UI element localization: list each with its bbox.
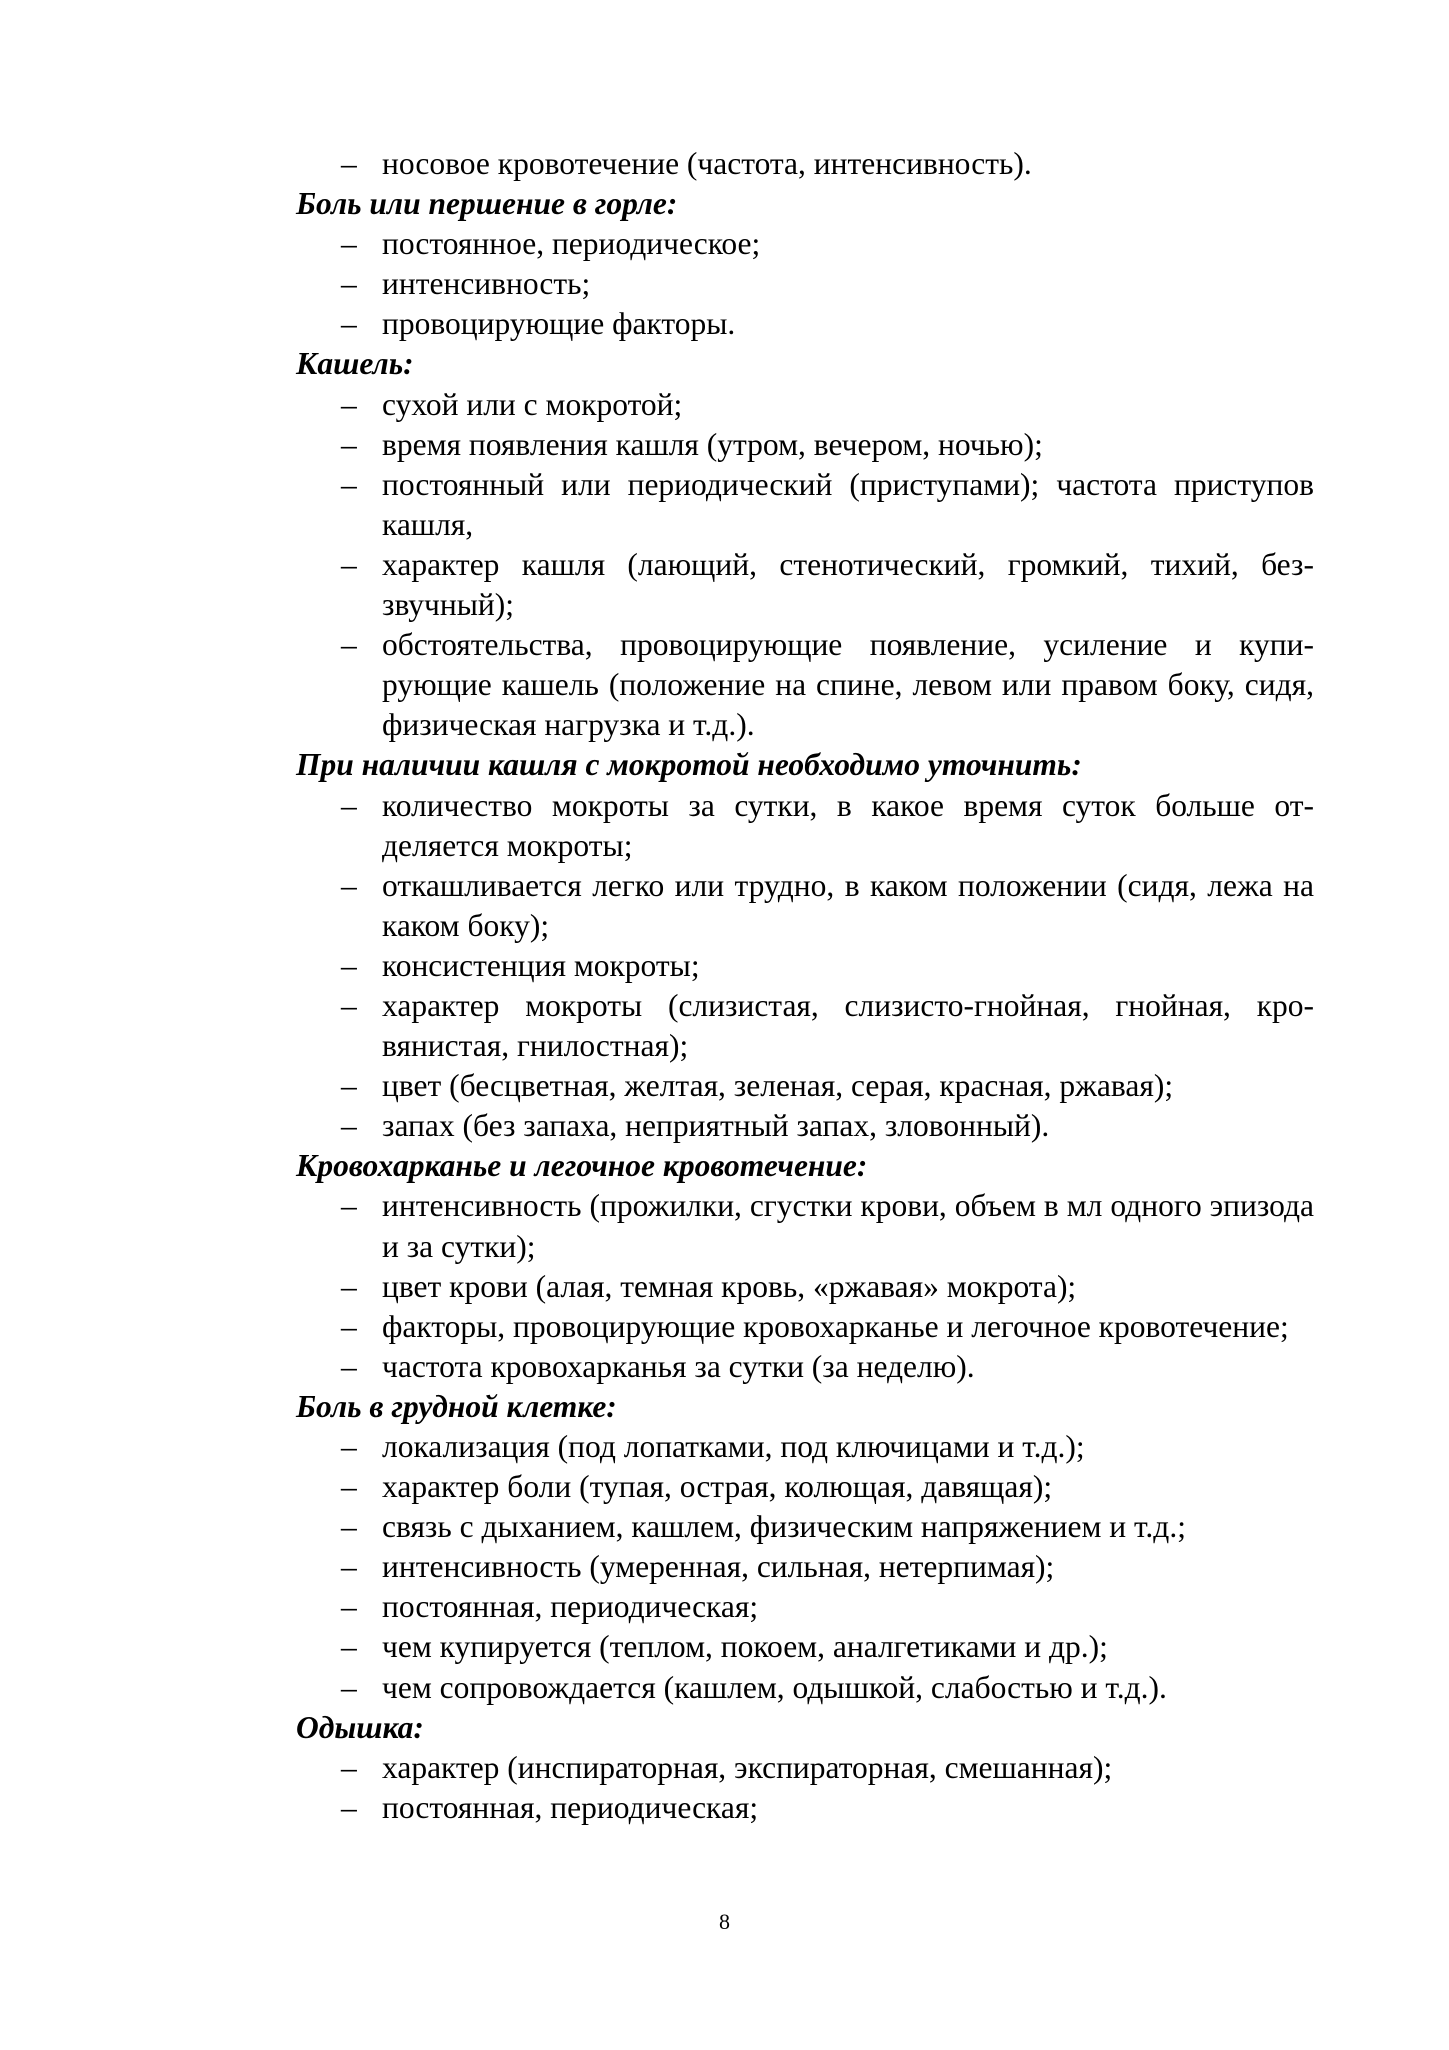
list-dash: –: [341, 1188, 357, 1224]
list-item-text: связь с дыханием, кашлем, физическим напряжением и т.д.;: [382, 1509, 1186, 1545]
list-item: [296, 1627, 1314, 1667]
list-dash: –: [341, 787, 357, 823]
list-item: [296, 144, 1314, 184]
list-dash: –: [341, 1068, 357, 1104]
list-item-text: характер боли (тупая, острая, колющая, давящая);: [382, 1469, 1053, 1505]
section-heading: Одышка:: [296, 1709, 424, 1745]
list-item-text: сухой или с мокротой;: [382, 386, 683, 422]
list-item: [296, 1668, 1314, 1708]
list-item-text: постоянная, периодическая;: [382, 1589, 759, 1625]
list-item: [296, 625, 1314, 745]
section-heading: Боль или першение в горле:: [296, 186, 678, 222]
list-item-text: интенсивность (умеренная, сильная, нетерпимая);: [382, 1549, 1055, 1585]
list-item-text: интенсивность (прожилки, сгустки крови, объем в мл одного эпизода и за сутки);: [382, 1188, 1314, 1264]
list-dash: –: [341, 1589, 357, 1625]
list-item: [296, 1066, 1314, 1106]
list-item-text: постоянный или периодический (приступами); частота приступов кашля,: [382, 466, 1314, 542]
list-item-text: постоянная, периодическая;: [382, 1789, 759, 1825]
list-item-text: количество мокроты за сутки, в какое время суток больше отделяется мокроты;: [382, 787, 1314, 863]
list-item: [296, 1467, 1314, 1507]
list-item-text: цвет крови (алая, темная кровь, «ржавая» мокрота);: [382, 1268, 1077, 1304]
list-item-text: цвет (бесцветная, желтая, зеленая, серая, красная, ржавая);: [382, 1068, 1174, 1104]
list-dash: –: [341, 1268, 357, 1304]
list-dash: –: [341, 627, 357, 663]
list-item: [296, 866, 1314, 946]
list-item: [296, 986, 1314, 1066]
list-item: [296, 1267, 1314, 1307]
list-dash: –: [341, 1429, 357, 1464]
section-heading: При наличии кашля с мокротой необходимо уточнить:: [296, 747, 1082, 783]
list-dash: –: [341, 947, 357, 983]
list-item-text: характер кашля (лающий, стенотический, громкий, тихий, беззвучный);: [382, 546, 1314, 623]
list-dash: –: [341, 1749, 357, 1785]
list-item: [296, 264, 1314, 304]
list-dash: –: [341, 226, 357, 262]
list-dash: –: [341, 466, 357, 502]
list-dash: –: [341, 426, 357, 462]
list-dash: –: [341, 1549, 357, 1585]
list-dash: –: [341, 987, 357, 1023]
list-dash: –: [341, 1669, 357, 1705]
list-item-text: факторы, провоцирующие кровохарканье и легочное кровотечение;: [382, 1308, 1289, 1344]
page-body: [296, 144, 1314, 1828]
section-heading: Боль в грудной клетке:: [296, 1388, 617, 1424]
list-item: [296, 1587, 1314, 1627]
list-item: [296, 1307, 1314, 1347]
list-item-text: консистенция мокроты;: [382, 947, 700, 983]
list-item-text: обстоятельства, провоцирующие появление, усиление и купирующие кашель (положение на спине, левом или правом боку, сидя, физическая нагрузка и т.д.).: [382, 627, 1314, 743]
list-dash: –: [341, 1348, 357, 1384]
list-dash: –: [341, 386, 357, 422]
list-item: [296, 1507, 1314, 1547]
list-item: [296, 946, 1314, 986]
list-item: [296, 224, 1314, 264]
list-dash: –: [341, 546, 357, 582]
list-item: [296, 1788, 1314, 1828]
list-dash: –: [341, 146, 357, 181]
list-item: [296, 1748, 1314, 1788]
list-item-text: локализация (под лопатками, под ключицами и т.д.);: [382, 1429, 1085, 1464]
list-dash: –: [341, 1308, 357, 1344]
list-item-text: время появления кашля (утром, вечером, ночью);: [382, 426, 1043, 462]
list-item: [296, 1186, 1314, 1266]
list-dash: –: [341, 867, 357, 903]
list-dash: –: [341, 1469, 357, 1505]
list-item: [296, 425, 1314, 465]
section-heading: Кашель:: [296, 346, 414, 382]
list-dash: –: [341, 1509, 357, 1545]
list-item: [296, 786, 1314, 866]
list-item-text: характер (инспираторная, экспираторная, смешанная);: [382, 1749, 1113, 1785]
list-item: [296, 304, 1314, 344]
list-item-text: частота кровохарканья за сутки (за неделю).: [382, 1348, 975, 1384]
list-item: [296, 545, 1314, 625]
list-item: [296, 465, 1314, 545]
list-item: [296, 385, 1314, 425]
list-item-text: характер мокроты (слизистая, слизисто-гнойная, гнойная, кровянистая, гнилостная);: [382, 987, 1314, 1064]
list-item-text: запах (без запаха, неприятный запах, зловонный).: [382, 1108, 1050, 1144]
list-item: [296, 1106, 1314, 1146]
list-item-text: чем купируется (теплом, покоем, аналгетиками и др.);: [382, 1629, 1108, 1665]
list-item: [296, 1427, 1314, 1467]
list-dash: –: [341, 1629, 357, 1665]
list-dash: –: [341, 266, 357, 302]
section-heading: Кровохарканье и легочное кровотечение:: [296, 1148, 868, 1184]
list-item: [296, 1347, 1314, 1387]
list-dash: –: [341, 1789, 357, 1825]
list-item-text: чем сопровождается (кашлем, одышкой, слабостью и т.д.).: [382, 1669, 1167, 1705]
list-item-text: постоянное, периодическое;: [382, 226, 761, 262]
list-item: [296, 1547, 1314, 1587]
page-number: 8: [719, 1909, 730, 1934]
list-item-text: интенсивность;: [382, 266, 591, 302]
list-item-text: носовое кровотечение (частота, интенсивность).: [382, 146, 1032, 181]
list-item-text: провоцирующие факторы.: [382, 306, 736, 342]
list-dash: –: [341, 306, 357, 342]
list-dash: –: [341, 1108, 357, 1144]
list-item-text: откашливается легко или трудно, в каком положении (сидя, лежа на каком боку);: [382, 867, 1314, 943]
